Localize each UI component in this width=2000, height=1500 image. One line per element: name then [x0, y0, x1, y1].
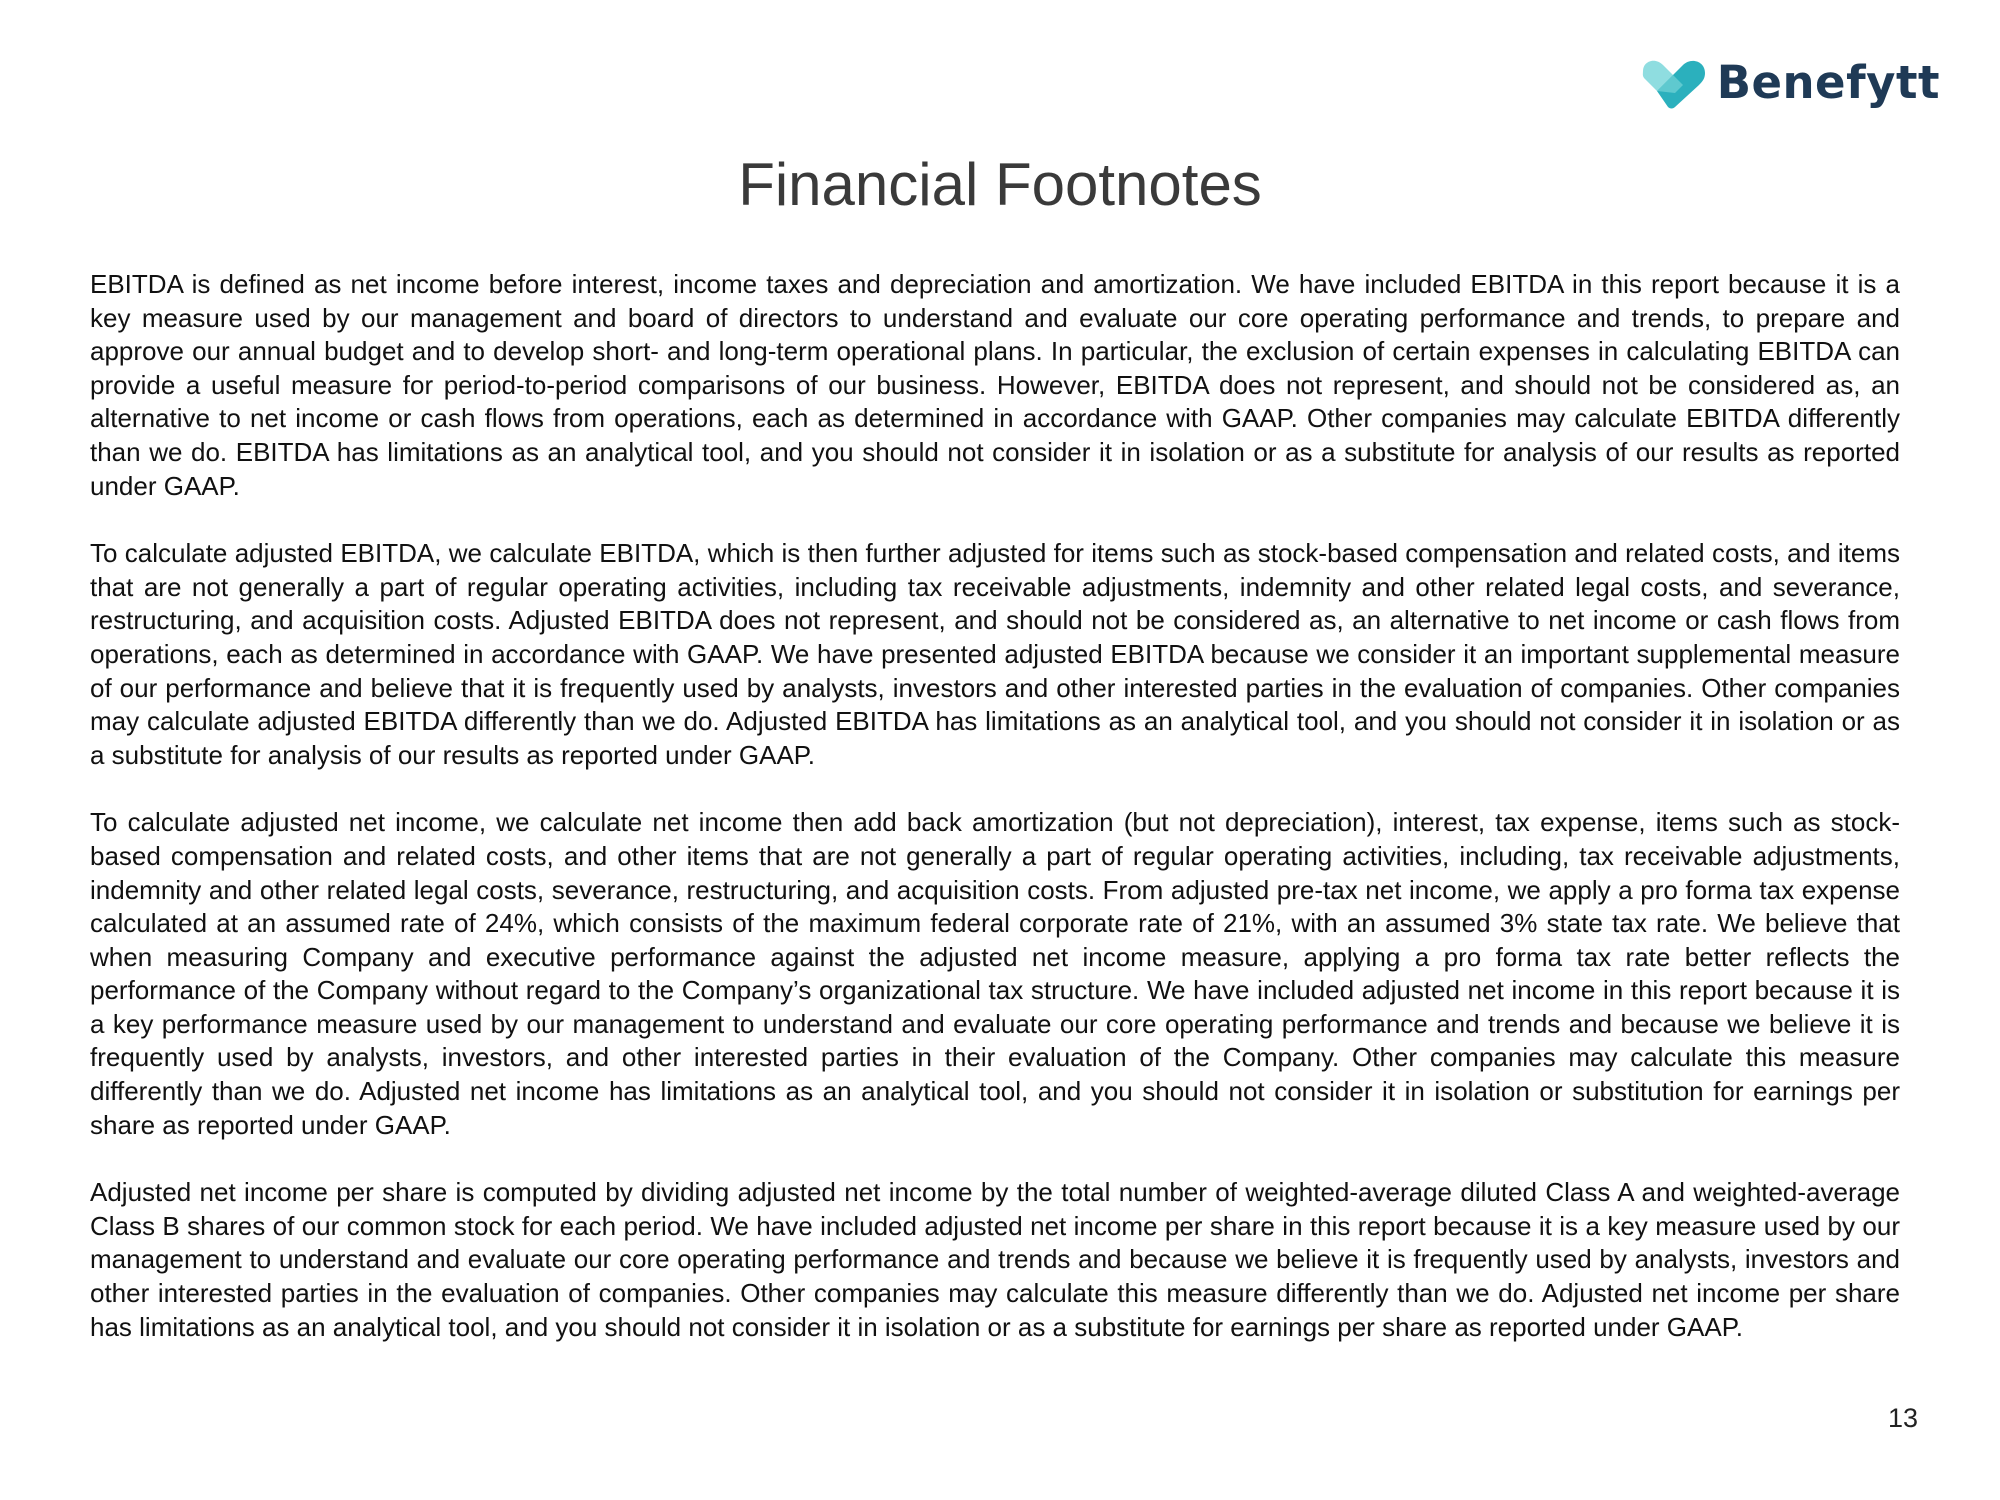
brand-name: Benefytt: [1716, 56, 1940, 109]
paragraph-adjusted-net-income: To calculate adjusted net income, we calculate net income then add back amortization (but not depreciation), interest, tax expense, items such as stock-based compensation and related costs, and other items that are not generally a part of regular operating activities, including, tax receivable adjustments, indemnity and other related legal costs, severance, restructuring, and acquisition costs. From adjusted pre-tax net income, we apply a pro forma tax expense calculated at an assumed rate of 24%, which consists of the maximum federal corporate rate of 21%, with an assumed 3% state tax rate. We believe that when measuring Company and executive performance against the adjusted net income measure, applying a pro forma tax rate better reflects the performance of the Company without regard to the Company’s organizational tax structure. We have included adjusted net income in this report because it is a key performance measure used by our management to understand and evaluate our core operating performance and trends and because we believe it is frequently used by analysts, investors, and other interested parties in their evaluation of the Company. Other companies may calculate this measure differently than we do. Adjusted net income has limitations as an analytical tool, and you should not consider it in isolation or substitution for earnings per share as reported under GAAP.: [90, 807, 1900, 1140]
paragraph-ebitda: EBITDA is defined as net income before interest, income taxes and depreciation and amortization. We have included EBITDA in this report because it is a key measure used by our management and board of directors to understand and evaluate our core operating performance and trends, to prepare and approve our annual budget and to develop short- and long-term operational plans. In particular, the exclusion of certain expenses in calculating EBITDA can provide a useful measure for period-to-period comparisons of our business. However, EBITDA does not represent, and should not be considered as, an alternative to net income or cash flows from operations, each as determined in accordance with GAAP. Other companies may calculate EBITDA differently than we do. EBITDA has limitations as an analytical tool, and you should not consider it in isolation or as a substitute for analysis of our results as reported under GAAP.: [90, 269, 1900, 501]
page-title: Financial Footnotes: [738, 151, 1262, 218]
paragraph-adjusted-ebitda: To calculate adjusted EBITDA, we calculate EBITDA, which is then further adjusted for items such as stock-based compensation and related costs, and items that are not generally a part of regular operating activities, including tax receivable adjustments, indemnity and other related legal costs, and severance, restructuring, and acquisition costs. Adjusted EBITDA does not represent, and should not be considered as, an alternative to net income or cash flows from operations, each as determined in accordance with GAAP. We have presented adjusted EBITDA because we consider it an important supplemental measure of our performance and believe that it is frequently used by analysts, investors and other interested parties in the evaluation of companies. Other companies may calculate adjusted EBITDA differently than we do. Adjusted EBITDA has limitations as an analytical tool, and you should not consider it in isolation or as a substitute for analysis of our results as reported under GAAP.: [90, 538, 1900, 770]
brand-logo: [1637, 56, 1940, 109]
paragraph-adjusted-net-income-per-share: Adjusted net income per share is computed by dividing adjusted net income by the total number of weighted-average diluted Class A and weighted-average Class B shares of our common stock for each period. We have included adjusted net income per share in this report because it is a key measure used by our management to understand and evaluate our core operating performance and trends and because we believe it is frequently used by analysts, investors and other interested parties in the evaluation of companies. Other companies may calculate this measure differently than we do. Adjusted net income per share has limitations as an analytical tool, and you should not consider it in isolation or as a substitute for earnings per share as reported under GAAP.: [90, 1177, 1900, 1342]
heart-logo-icon: [1637, 57, 1709, 109]
footnotes-body: [90, 268, 1900, 1378]
page-number: 13: [1887, 1403, 1918, 1433]
